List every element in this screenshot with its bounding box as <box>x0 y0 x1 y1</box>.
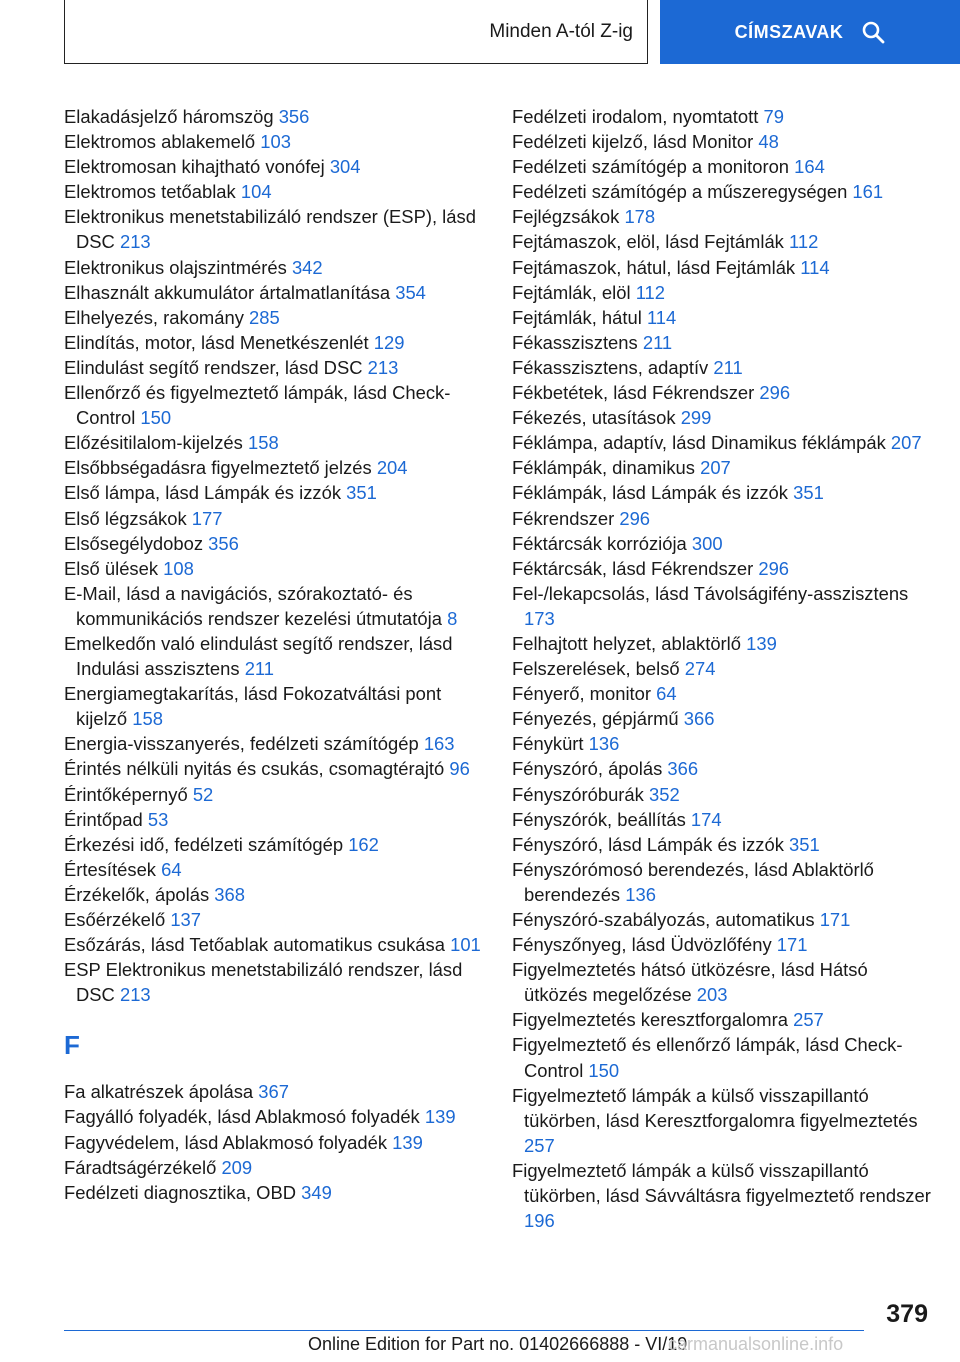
index-entry-text: Fényezés, gépjármű <box>512 708 679 730</box>
index-entry <box>64 280 484 305</box>
page-reference-link[interactable]: 48 <box>758 131 779 153</box>
index-entry <box>64 355 484 380</box>
index-entry <box>512 1158 932 1233</box>
page-reference-link[interactable]: 163 <box>423 733 455 755</box>
index-entry-text: Fagyvédelem, lásd Ablakmosó folyadék <box>64 1131 388 1153</box>
index-entry <box>64 330 484 355</box>
index-entry <box>512 907 932 932</box>
index-entry-text: Előzésitilalom-kijelzés <box>64 432 243 454</box>
page-reference-link[interactable]: 161 <box>852 181 884 203</box>
page-reference-link[interactable]: 367 <box>258 1081 289 1103</box>
index-entry-text: Elektromos ablakemelő <box>64 131 256 153</box>
page-reference-link[interactable]: 368 <box>214 883 245 905</box>
index-entry-text: Fa alkatrészek ápolása <box>64 1081 254 1103</box>
index-entry-text: Fényszóró, ápolás <box>512 758 663 780</box>
index-entry <box>64 957 484 1007</box>
index-list-f-continued <box>512 104 932 1233</box>
index-entry-text: Fejtámlák, elöl <box>512 281 631 303</box>
index-entry <box>512 932 932 957</box>
page-reference-link[interactable]: 351 <box>793 482 824 504</box>
index-entry-text: Fényszórómosó berendezés, lásd Ablaktörlő berendezés <box>512 858 874 905</box>
index-entry-text: Fedélzeti számítógép a monitoron <box>512 156 790 178</box>
index-entry-text: Elektromosan kihajtható vonófej <box>64 156 325 178</box>
index-entry-text: Fejtámaszok, hátul, lásd Fejtámlák <box>512 256 796 278</box>
index-entry <box>64 154 484 179</box>
page-reference-link[interactable]: 139 <box>746 632 777 654</box>
index-entry <box>64 305 484 330</box>
page-reference-link[interactable]: 257 <box>793 1009 824 1031</box>
index-entry <box>512 807 932 832</box>
index-entry <box>512 506 932 531</box>
index-entry <box>512 330 932 355</box>
page-reference-link[interactable]: 207 <box>700 457 731 479</box>
index-entry <box>512 405 932 430</box>
page-reference-link[interactable]: 114 <box>646 306 677 328</box>
index-entry <box>64 556 484 581</box>
watermark: carmanualsonline.info <box>668 1334 844 1354</box>
index-entry-text: Esőzárás, lásd Tetőablak automatikus csukása <box>64 934 445 956</box>
page-reference-link[interactable]: 213 <box>119 231 151 253</box>
page-reference-link[interactable]: 114 <box>800 256 830 278</box>
index-entry-text: Energia-visszanyerés, fedélzeti számítógép <box>64 733 419 755</box>
page-reference-link[interactable]: 139 <box>392 1131 423 1153</box>
index-entry <box>512 204 932 229</box>
index-entry-text: Fedélzeti diagnosztika, OBD <box>64 1181 297 1203</box>
page-reference-link[interactable]: 285 <box>249 306 280 328</box>
page-reference-link[interactable]: 64 <box>656 683 677 705</box>
page-reference-link[interactable]: 8 <box>447 607 458 629</box>
index-entry-text: Figyelmeztetés hátsó ütközésre, lásd Hátsó ütközés megelőzése <box>512 959 868 1006</box>
index-entry-text: Első légzsákok <box>64 507 187 529</box>
index-entry <box>512 255 932 280</box>
page-reference-link[interactable]: 213 <box>119 984 151 1006</box>
page-reference-link[interactable]: 129 <box>373 331 405 353</box>
index-entry <box>512 556 932 581</box>
page-reference-link[interactable]: 366 <box>683 708 715 730</box>
page-reference-link[interactable]: 296 <box>758 557 790 579</box>
page-reference-link[interactable]: 171 <box>819 909 851 930</box>
page-reference-link[interactable]: 211 <box>642 331 673 353</box>
edition-footer: Online Edition for Part no. 01402666888 - VI/19 <box>308 1334 688 1354</box>
index-entry <box>64 1130 484 1155</box>
page-reference-link[interactable]: 300 <box>691 532 723 554</box>
index-entry <box>512 756 932 781</box>
keywords-label: CÍMSZAVAK <box>734 21 844 42</box>
index-entry <box>64 631 484 681</box>
index-entry-text: Figyelmeztető és ellenőrző lámpák, lásd Check-Control <box>512 1034 903 1081</box>
search-icon <box>861 20 885 44</box>
page-reference-link[interactable]: 352 <box>649 783 680 805</box>
index-entry <box>512 1083 932 1158</box>
page-reference-link[interactable]: 204 <box>376 457 408 479</box>
index-entry-text: Fényszóró-szabályozás, automatikus <box>512 909 815 930</box>
index-entry-text: Elhelyezés, rakomány <box>64 306 244 328</box>
index-entry <box>64 807 484 832</box>
index-entry <box>512 681 932 706</box>
index-entry-text: Fagyálló folyadék, lásd Ablakmosó folyadék <box>64 1106 420 1128</box>
index-entry <box>64 506 484 531</box>
index-entry <box>64 179 484 204</box>
index-entry-text: Emelkedőn való elindulást segítő rendszer, lásd Indulási asszisztens <box>64 632 453 680</box>
index-entry-text: Fényszórók, beállítás <box>512 808 686 830</box>
page-reference-link[interactable]: 136 <box>625 883 656 905</box>
page-reference-link[interactable]: 96 <box>449 758 470 780</box>
page-reference-link[interactable]: 209 <box>221 1156 253 1178</box>
index-entry <box>64 581 484 631</box>
page-reference-link[interactable]: 207 <box>890 432 922 454</box>
index-entry-text: Felhajtott helyzet, ablaktörlő <box>512 632 741 654</box>
index-entry <box>512 380 932 405</box>
index-entry-text: Fényszóró, lásd Lámpák és izzók <box>512 833 784 855</box>
index-entry <box>64 480 484 505</box>
index-entry-text: Fényszóróburák <box>512 783 644 805</box>
page-reference-link[interactable]: 164 <box>794 156 825 178</box>
page-reference-link[interactable]: 137 <box>170 909 202 930</box>
page-reference-link[interactable]: 211 <box>244 658 275 680</box>
page-reference-link[interactable]: 211 <box>713 356 743 378</box>
index-entry <box>64 782 484 807</box>
page-reference-link[interactable]: 171 <box>776 934 808 956</box>
index-entry <box>512 455 932 480</box>
keywords-tab[interactable] <box>660 0 960 64</box>
index-entry-text: Első ülések <box>64 557 159 579</box>
page-reference-link[interactable]: 304 <box>329 156 361 178</box>
index-entry <box>512 731 932 756</box>
index-entry <box>64 204 484 254</box>
page-reference-link[interactable]: 342 <box>291 256 323 278</box>
index-entry <box>512 706 932 731</box>
index-entry <box>512 355 932 380</box>
index-title: Minden A-tól Z-ig <box>489 20 633 42</box>
index-entry <box>512 531 932 556</box>
index-entry-text: Elhasznált akkumulátor ártalmatlanítása <box>64 281 391 303</box>
index-entry-text: Első lámpa, lásd Lámpák és izzók <box>64 482 342 504</box>
index-entry-text: Fedélzeti irodalom, nyomtatott <box>512 106 759 127</box>
index-entry <box>64 380 484 430</box>
index-entry <box>64 681 484 731</box>
page-reference-link[interactable]: 158 <box>132 708 163 730</box>
index-entry-text: Elektromos tetőablak <box>64 181 236 203</box>
index-entry-text: Fékezés, utasítások <box>512 407 676 429</box>
page-reference-link[interactable]: 351 <box>789 833 820 855</box>
index-entry <box>512 581 932 631</box>
index-entry-text: Elektronikus olajszintmérés <box>64 256 287 278</box>
page-number: 379 <box>886 1300 928 1328</box>
page-reference-link[interactable]: 196 <box>524 1210 555 1232</box>
index-entry <box>512 179 932 204</box>
index-entry <box>64 857 484 882</box>
page-reference-link[interactable]: 296 <box>619 507 651 529</box>
index-entry <box>512 1032 932 1082</box>
page-reference-link[interactable]: 174 <box>690 808 722 830</box>
index-entry-text: Fékbetétek, lásd Fékrendszer <box>512 382 755 404</box>
page-reference-link[interactable]: 101 <box>450 934 481 956</box>
index-column-left <box>64 104 484 1205</box>
page-reference-link[interactable]: 366 <box>667 758 699 780</box>
index-entry <box>512 782 932 807</box>
index-entry-text: Fejtámlák, hátul <box>512 306 642 328</box>
index-entry <box>512 631 932 656</box>
index-entry <box>512 154 932 179</box>
page-reference-link[interactable]: 150 <box>588 1059 620 1081</box>
index-entry-text: Elsőbbségadásra figyelmeztető jelzés <box>64 457 372 479</box>
page-reference-link[interactable]: 150 <box>140 407 172 429</box>
index-entry <box>64 430 484 455</box>
page-reference-link[interactable]: 53 <box>147 808 169 830</box>
page-reference-link[interactable]: 52 <box>192 783 214 805</box>
index-entry <box>64 255 484 280</box>
index-entry-text: Elindulást segítő rendszer, lásd DSC <box>64 356 363 378</box>
index-header-tab <box>64 0 648 64</box>
index-entry <box>64 455 484 480</box>
page-reference-link[interactable]: 354 <box>395 281 426 303</box>
index-entry-text: Féklámpa, adaptív, lásd Dinamikus féklámpák <box>512 432 886 454</box>
index-entry-text: Érintés nélküli nyitás és csukás, csomagtérajtó <box>64 758 445 780</box>
index-entry <box>512 480 932 505</box>
index-entry-text: Fényszőnyeg, lásd Üdvözlőfény <box>512 934 772 956</box>
index-entry-text: Érintőpad <box>64 808 143 830</box>
index-entry <box>512 656 932 681</box>
index-entry <box>512 857 932 907</box>
index-list-e <box>64 104 484 1007</box>
page-reference-link[interactable]: 158 <box>247 432 279 454</box>
index-entry <box>512 1007 932 1032</box>
page-reference-link[interactable]: 64 <box>161 858 182 880</box>
page-reference-link[interactable]: 299 <box>680 407 712 429</box>
index-entry-text: Érkezési idő, fedélzeti számítógép <box>64 833 344 855</box>
index-entry <box>64 731 484 756</box>
index-entry-text: E-Mail, lásd a navigációs, szórakoztató- és kommunikációs rendszer kezelési útmutatója <box>64 582 442 629</box>
index-entry <box>512 957 932 1007</box>
index-list-f <box>64 1079 484 1204</box>
page-reference-link[interactable]: 173 <box>524 607 555 629</box>
page-reference-link[interactable]: 351 <box>346 482 377 504</box>
index-entry-text: Elindítás, motor, lásd Menetkészenlét <box>64 331 369 353</box>
index-entry-text: Fáradtságérzékelő <box>64 1156 217 1178</box>
index-entry-text: Fékrendszer <box>512 507 615 529</box>
index-entry-text: Figyelmeztetés keresztforgalomra <box>512 1009 788 1031</box>
index-entry <box>64 932 484 957</box>
index-entry <box>512 305 932 330</box>
index-entry-text: Fedélzeti számítógép a műszeregységen <box>512 181 848 203</box>
index-entry-text: Értesítések <box>64 858 156 880</box>
index-entry <box>512 229 932 254</box>
index-entry-text: Érzékelők, ápolás <box>64 883 210 905</box>
page-reference-link[interactable]: 136 <box>588 733 620 755</box>
page-reference-link[interactable]: 349 <box>301 1181 332 1203</box>
page-reference-link[interactable]: 257 <box>524 1134 555 1156</box>
page-reference-link[interactable]: 274 <box>684 658 716 680</box>
index-entry <box>512 832 932 857</box>
index-entry <box>64 832 484 857</box>
index-entry-text: Fejlégzsákok <box>512 206 620 228</box>
page-reference-link[interactable]: 139 <box>424 1106 456 1128</box>
index-entry-text: Elsősegélydoboz <box>64 532 204 554</box>
index-entry <box>512 104 932 129</box>
index-column-right <box>512 104 932 1233</box>
page-reference-link[interactable]: 103 <box>260 131 291 153</box>
index-entry-text: Fékasszisztens, adaptív <box>512 356 709 378</box>
index-entry-text: Fel-/lekapcsolás, lásd Távolságifény-asszisztens <box>512 582 909 604</box>
index-entry-text: Fénykürt <box>512 733 584 755</box>
index-entry <box>64 1104 484 1129</box>
page-reference-link[interactable]: 296 <box>759 382 791 404</box>
page-reference-link[interactable]: 162 <box>348 833 379 855</box>
page-reference-link[interactable]: 79 <box>763 106 784 127</box>
index-entry <box>64 882 484 907</box>
page-reference-link[interactable]: 112 <box>789 231 819 253</box>
page-reference-link[interactable]: 203 <box>696 984 728 1006</box>
index-entry <box>64 531 484 556</box>
page-reference-link[interactable]: 108 <box>163 557 194 579</box>
index-entry <box>64 756 484 781</box>
index-entry <box>64 129 484 154</box>
index-entry-text: Féklámpák, lásd Lámpák és izzók <box>512 482 788 504</box>
page-reference-link[interactable]: 177 <box>191 507 223 529</box>
page-reference-link[interactable]: 104 <box>240 181 272 203</box>
index-entry <box>64 104 484 129</box>
index-entry <box>512 280 932 305</box>
page-reference-link[interactable]: 356 <box>278 106 310 127</box>
footer-divider <box>64 1330 864 1331</box>
index-entry-text: ESP Elektronikus menetstabilizáló rendszer, lásd DSC <box>64 959 463 1006</box>
page-reference-link[interactable]: 356 <box>208 532 239 554</box>
page-reference-link[interactable]: 178 <box>624 206 656 228</box>
index-entry-text: Fékasszisztens <box>512 331 638 353</box>
index-entry-text: Figyelmeztető lámpák a külső visszapillantó tükörben, lásd Sávváltásra figyelmeztető rendszer <box>512 1159 931 1207</box>
index-entry <box>512 430 932 455</box>
section-letter-f: F <box>64 1030 80 1061</box>
index-entry-text: Féktárcsák, lásd Fékrendszer <box>512 557 754 579</box>
index-entry-text: Felszerelések, belső <box>512 658 680 680</box>
index-entry-text: Elektronikus menetstabilizáló rendszer (ESP), lásd DSC <box>64 206 476 253</box>
index-entry-text: Figyelmeztető lámpák a külső visszapillantó tükörben, lásd Keresztforgalomra figyelmeztetés <box>512 1084 918 1131</box>
index-entry-text: Féklámpák, dinamikus <box>512 457 695 479</box>
index-entry-text: Ellenőrző és figyelmeztető lámpák, lásd Check-Control <box>64 382 451 429</box>
index-entry <box>64 907 484 932</box>
index-entry-text: Fedélzeti kijelző, lásd Monitor <box>512 131 754 153</box>
index-entry-text: Esőérzékelő <box>64 909 166 930</box>
index-entry <box>64 1180 484 1205</box>
index-entry <box>64 1155 484 1180</box>
index-entry-text: Fényerő, monitor <box>512 683 652 705</box>
index-entry <box>512 129 932 154</box>
index-entry-text: Féktárcsák korróziója <box>512 532 687 554</box>
index-entry-text: Energiamegtakarítás, lásd Fokozatváltási pont kijelző <box>64 683 442 730</box>
page-reference-link[interactable]: 112 <box>635 281 666 303</box>
index-entry-text: Elakadásjelző háromszög <box>64 106 274 127</box>
index-entry-text: Érintőképernyő <box>64 783 188 805</box>
page-reference-link[interactable]: 213 <box>367 356 399 378</box>
index-entry-text: Fejtámaszok, elöl, lásd Fejtámlák <box>512 231 784 253</box>
index-entry <box>64 1079 484 1104</box>
